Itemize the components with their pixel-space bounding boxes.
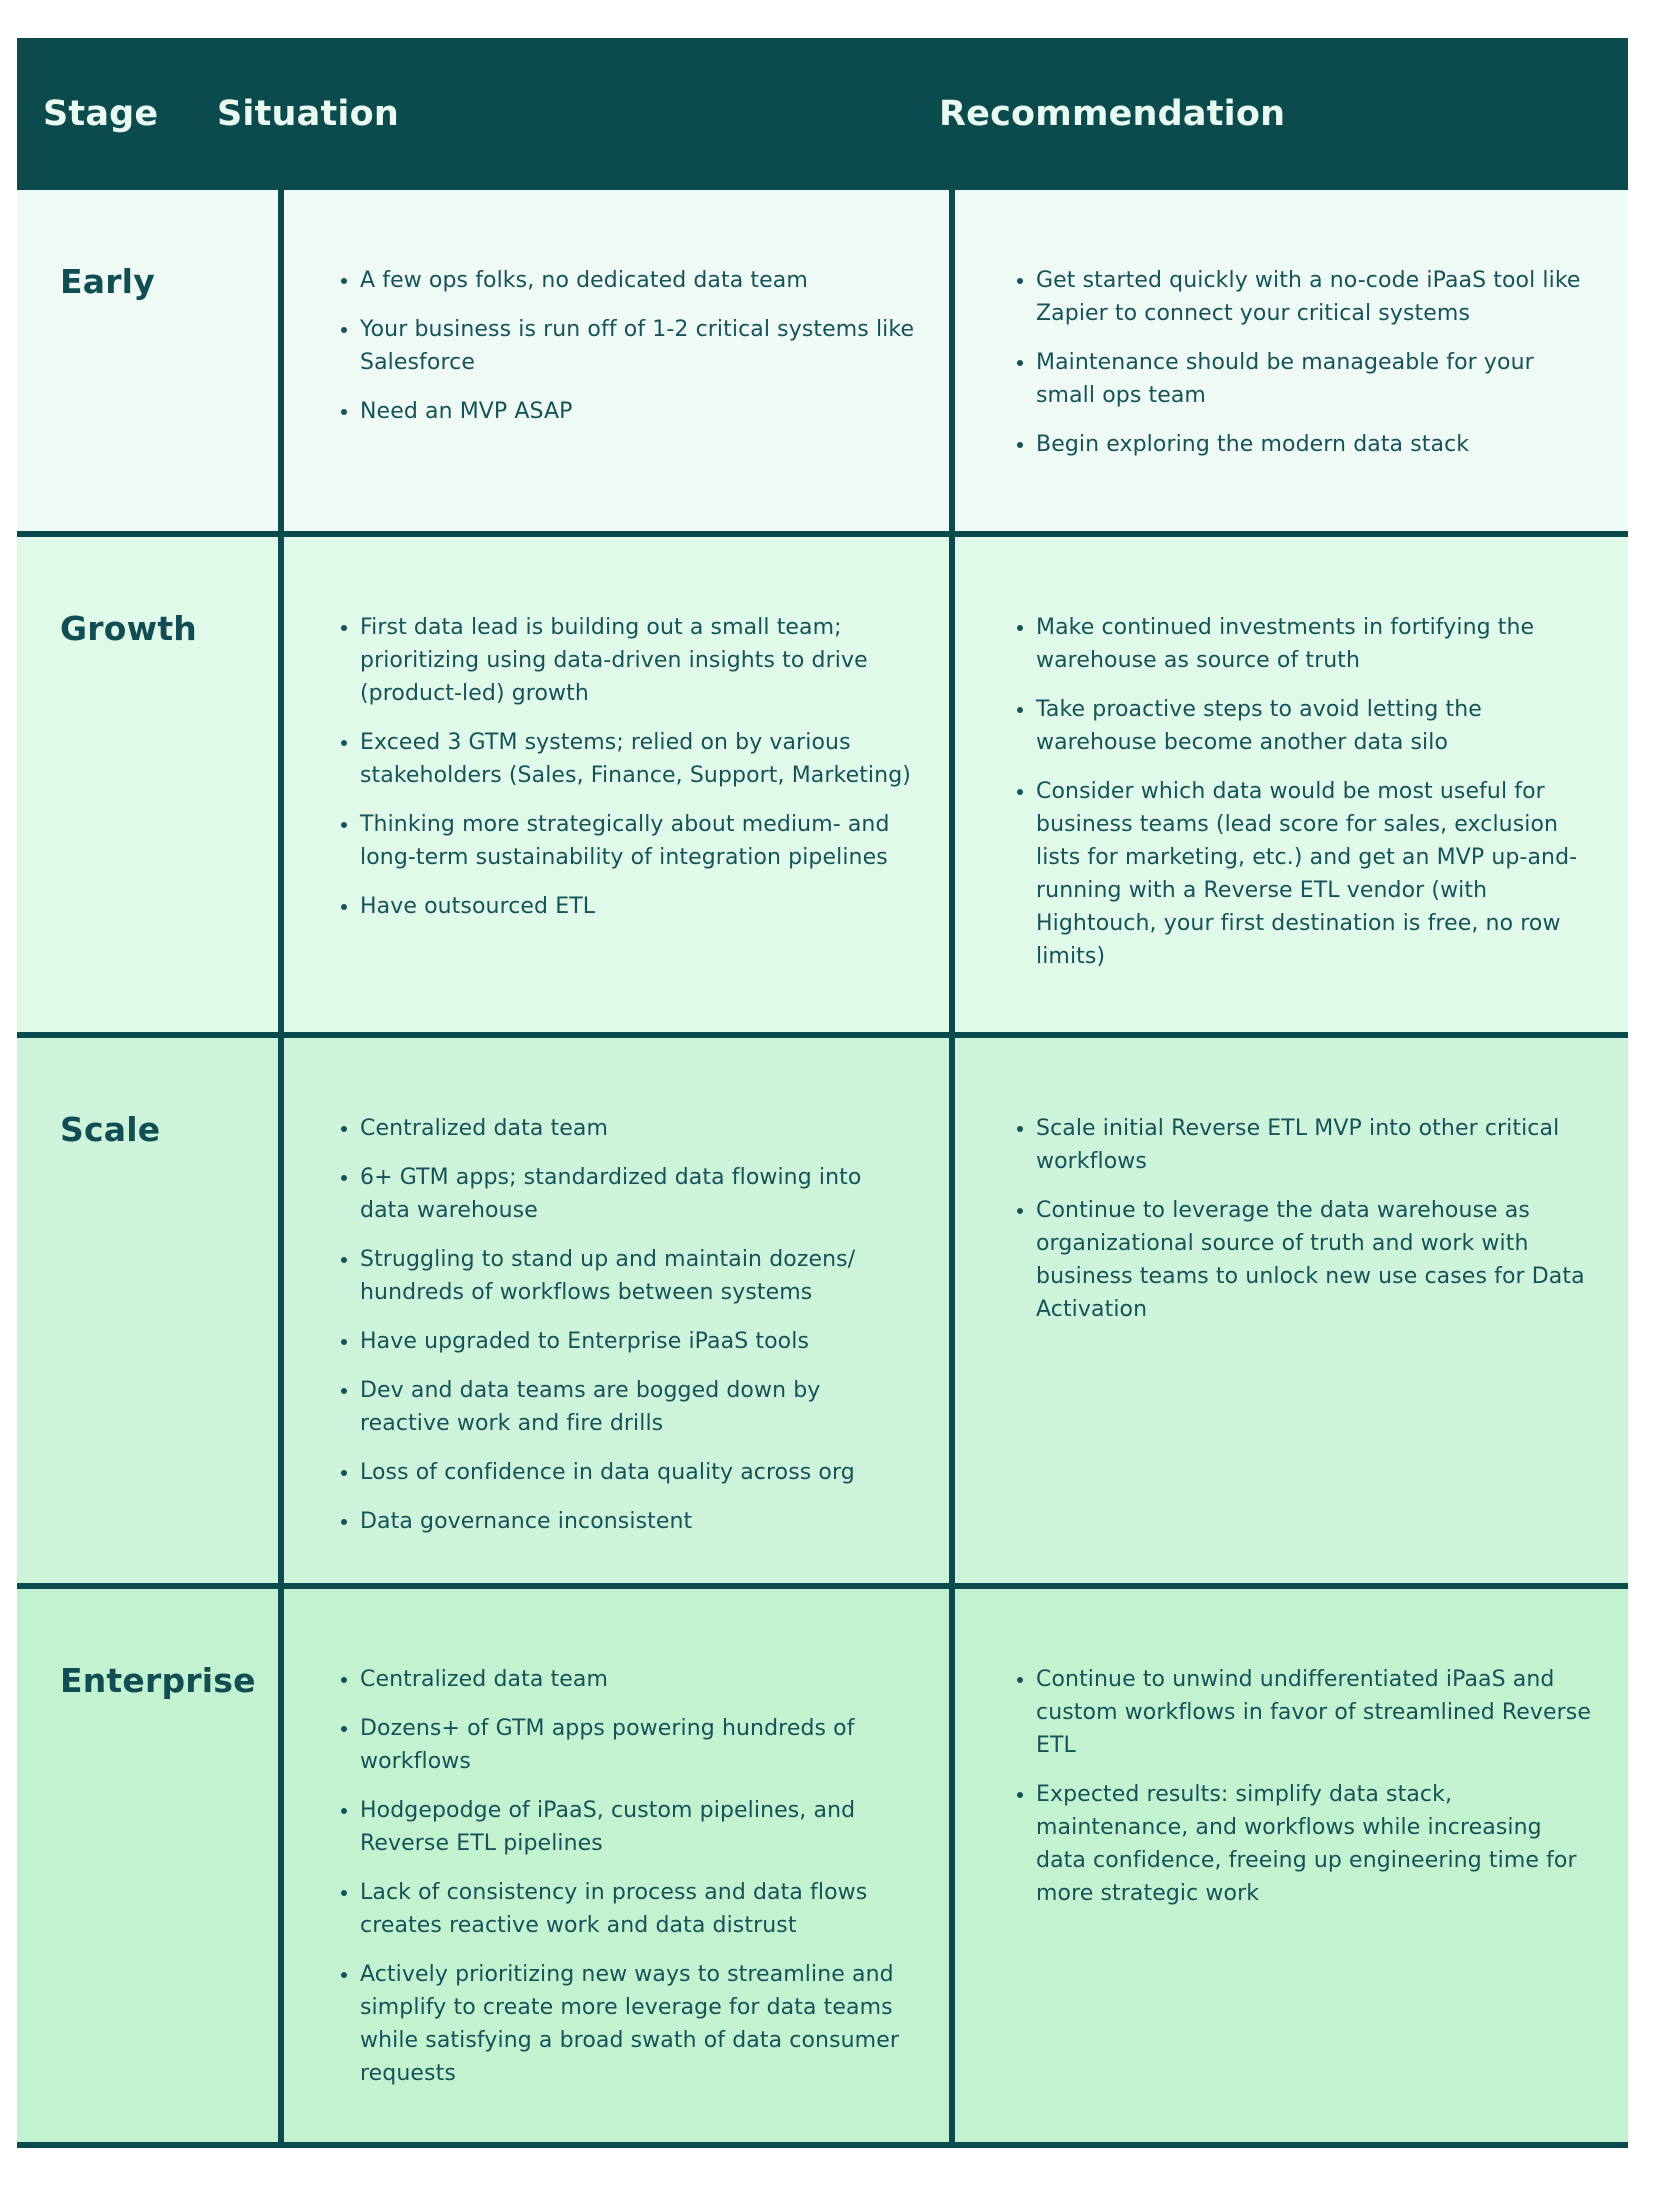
situation-bullet: Loss of confidence in data quality across org xyxy=(339,1456,915,1489)
situation-bullet: Dev and data teams are bogged down by reactive work and fire drills xyxy=(339,1374,915,1440)
situation-cell-enterprise xyxy=(278,1589,949,2142)
recommendation-cell-scale xyxy=(949,1038,1628,1583)
situation-bullet: Centralized data team xyxy=(339,1112,915,1145)
header-situation: Situation xyxy=(217,94,399,134)
table-row-early xyxy=(17,190,1628,537)
situation-bullet: Actively prioritizing new ways to streamline and simplify to create more leverage for data teams while satisfying a broad swath of data consumer requests xyxy=(339,1958,915,2090)
situation-bullet: Dozens+ of GTM apps powering hundreds of workflows xyxy=(339,1712,915,1778)
situation-bullet: Struggling to stand up and maintain dozens/ hundreds of workflows between systems xyxy=(339,1243,915,1309)
situation-bullet: Have upgraded to Enterprise iPaaS tools xyxy=(339,1325,915,1358)
recommendation-cell-growth xyxy=(949,537,1628,1032)
header-stage: Stage xyxy=(43,94,159,134)
situation-bullet: Thinking more strategically about medium- and long-term sustainability of integration pipelines xyxy=(339,808,915,874)
recommendation-bullet: Begin exploring the modern data stack xyxy=(1015,428,1598,461)
situation-bullet: 6+ GTM apps; standardized data flowing into data warehouse xyxy=(339,1161,915,1227)
situation-bullet: Data governance inconsistent xyxy=(339,1505,915,1538)
situation-bullet: Lack of consistency in process and data flows creates reactive work and data distrust xyxy=(339,1876,915,1942)
situation-bullet: Hodgepodge of iPaaS, custom pipelines, and Reverse ETL pipelines xyxy=(339,1794,915,1860)
situation-bullet: Centralized data team xyxy=(339,1663,915,1696)
recommendation-bullet: Consider which data would be most useful for business teams (lead score for sales, exclusion lists for marketing, etc.) and get an MVP up-and-running with a Reverse ETL vendor (with Hightouch, your first destination is free, no row limits) xyxy=(1015,775,1598,973)
recommendation-bullet: Scale initial Reverse ETL MVP into other critical workflows xyxy=(1015,1112,1598,1178)
situation-bullet: First data lead is building out a small team; prioritizing using data-driven insights to drive (product-led) growth xyxy=(339,611,915,710)
stage-label-scale: Scale xyxy=(60,1110,161,1149)
recommendation-cell-early xyxy=(949,190,1628,531)
stage-label-growth: Growth xyxy=(60,609,197,648)
recommendation-bullet: Take proactive steps to avoid letting the warehouse become another data silo xyxy=(1015,693,1598,759)
recommendation-bullet: Continue to unwind undifferentiated iPaaS and custom workflows in favor of streamlined Reverse ETL xyxy=(1015,1663,1598,1762)
situation-cell-early xyxy=(278,190,949,531)
recommendation-bullet: Expected results: simplify data stack, maintenance, and workflows while increasing data confidence, freeing up engineering time for more strategic work xyxy=(1015,1778,1598,1910)
recommendation-bullet: Continue to leverage the data warehouse as organizational source of truth and work with business teams to unlock new use cases for Data Activation xyxy=(1015,1194,1598,1326)
situation-cell-growth xyxy=(278,537,949,1032)
table-row-enterprise xyxy=(17,1589,1628,2148)
table-row-scale xyxy=(17,1038,1628,1589)
table-row-growth xyxy=(17,537,1628,1038)
situation-bullet: Need an MVP ASAP xyxy=(339,395,915,428)
table-header xyxy=(17,38,1628,190)
situation-bullet: Exceed 3 GTM systems; relied on by various stakeholders (Sales, Finance, Support, Marketing) xyxy=(339,726,915,792)
situation-bullet: A few ops folks, no dedicated data team xyxy=(339,264,915,297)
stage-label-enterprise: Enterprise xyxy=(60,1661,256,1700)
situation-bullet: Have outsourced ETL xyxy=(339,890,915,923)
recommendation-bullet: Maintenance should be manageable for your small ops team xyxy=(1015,346,1598,412)
recommendation-bullet: Get started quickly with a no-code iPaaS tool like Zapier to connect your critical systems xyxy=(1015,264,1598,330)
situation-cell-scale xyxy=(278,1038,949,1583)
recommendation-cell-enterprise xyxy=(949,1589,1628,2142)
maturity-stage-table xyxy=(17,38,1628,2148)
stage-label-early: Early xyxy=(60,262,155,301)
recommendation-bullet: Make continued investments in fortifying the warehouse as source of truth xyxy=(1015,611,1598,677)
situation-bullet: Your business is run off of 1-2 critical systems like Salesforce xyxy=(339,313,915,379)
header-recommendation: Recommendation xyxy=(939,94,1286,134)
